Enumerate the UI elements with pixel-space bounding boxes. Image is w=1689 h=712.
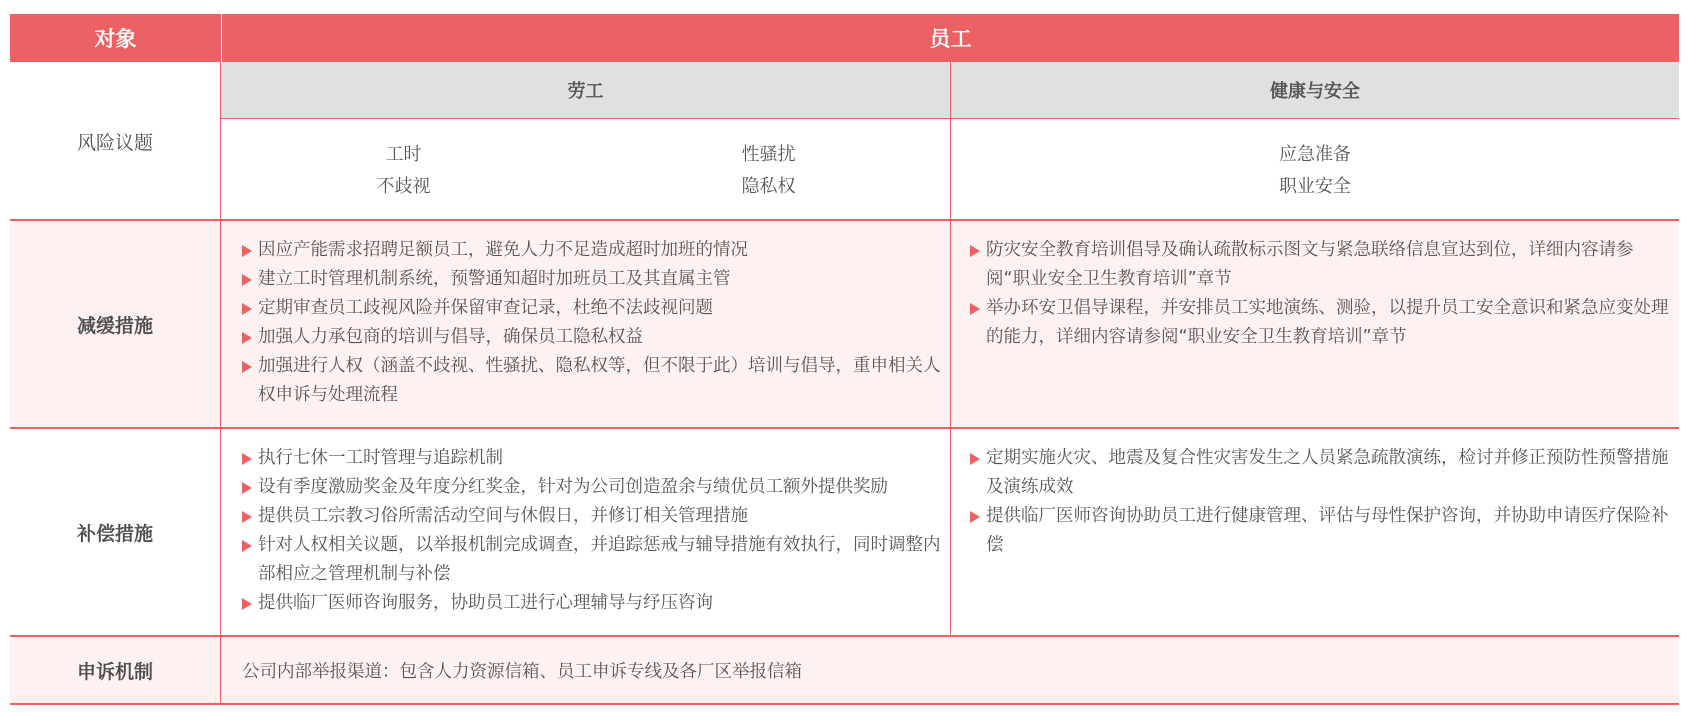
row-divider	[10, 219, 1679, 221]
list-item: 执行七休一工时管理与追踪机制	[242, 444, 942, 473]
row-label-appeal: 申诉机制	[10, 636, 221, 705]
list-item: 因应产能需求招聘足额员工，避免人力不足造成超时加班的情况	[242, 236, 942, 265]
header-object: 对象	[10, 14, 221, 62]
risk-item: 应急准备	[1279, 144, 1351, 165]
risk-item: 工时	[385, 144, 422, 165]
risk-item: 职业安全	[1279, 176, 1351, 197]
list-item: 防灾安全教育培训倡导及确认疏散标示图文与紧急联络信息宣达到位，详细内容请参阅“职业安全卫生教育培训”章节	[970, 236, 1670, 294]
list-item: 建立工时管理机制系统，预警通知超时加班员工及其直属主管	[242, 265, 942, 294]
mitigation-labor-cell	[221, 220, 951, 428]
list-item: 举办环安卫倡导课程，并安排员工实地演练、测验，以提升员工安全意识和紧急应变处理的能力，详细内容请参阅“职业安全卫生教育培训”章节	[970, 294, 1670, 352]
header-employee: 员工	[221, 14, 1679, 62]
subheader-health-safety: 健康与安全	[951, 62, 1679, 118]
compensation-labor-list	[242, 444, 942, 618]
row-label-compensation: 补偿措施	[10, 428, 221, 636]
row-divider	[10, 635, 1679, 637]
row-label-risk: 风险议题	[10, 62, 221, 220]
appeal-text: 公司内部举报渠道：包含人力资源信箱、员工申诉专线及各厂区举报信箱	[242, 662, 802, 682]
list-item: 定期实施火灾、地震及复合性灾害发生之人员紧急疏散演练，检讨并修正预防性预警措施及演练成效	[970, 444, 1670, 502]
risk-management-table	[10, 14, 1679, 705]
list-item: 定期审查员工歧视风险并保留审查记录，杜绝不法歧视问题	[242, 294, 942, 323]
risk-health-cell	[951, 118, 1679, 220]
mitigation-labor-list	[242, 236, 942, 410]
risk-item: 隐私权	[741, 176, 796, 197]
appeal-cell	[221, 636, 1679, 705]
compensation-labor-cell	[221, 428, 951, 636]
table-bottom-border	[10, 703, 1679, 705]
risk-labor-list	[221, 140, 951, 198]
row-divider	[10, 427, 1679, 429]
subheader-labor: 劳工	[221, 62, 951, 118]
list-item: 设有季度激励奖金及年度分红奖金，针对为公司创造盈余与绩优员工额外提供奖励	[242, 473, 942, 502]
list-item: 加强人力承包商的培训与倡导，确保员工隐私权益	[242, 323, 942, 352]
subheader-divider	[221, 118, 1679, 119]
list-item: 提供临厂医师咨询服务，协助员工进行心理辅导与纾压咨询	[242, 589, 942, 618]
list-item: 针对人权相关议题，以举报机制完成调查，并追踪惩戒与辅导措施有效执行，同时调整内部相应之管理机制与补偿	[242, 531, 942, 589]
mitigation-health-list	[970, 236, 1670, 352]
compensation-health-cell	[951, 428, 1679, 636]
mitigation-health-cell	[951, 220, 1679, 428]
row-label-mitigation: 减缓措施	[10, 220, 221, 428]
list-item: 提供员工宗教习俗所需活动空间与休假日，并修订相关管理措施	[242, 502, 942, 531]
list-item: 提供临厂医师咨询协助员工进行健康管理、评估与母性保护咨询，并协助申请医疗保险补偿	[970, 502, 1670, 560]
risk-item: 性骚扰	[741, 144, 796, 165]
risk-labor-cell	[221, 118, 951, 220]
risk-item: 不歧视	[376, 176, 431, 197]
list-item: 加强进行人权（涵盖不歧视、性骚扰、隐私权等，但不限于此）培训与倡导，重申相关人权申诉与处理流程	[242, 352, 942, 410]
compensation-health-list	[970, 444, 1670, 560]
risk-health-list	[951, 140, 1679, 198]
